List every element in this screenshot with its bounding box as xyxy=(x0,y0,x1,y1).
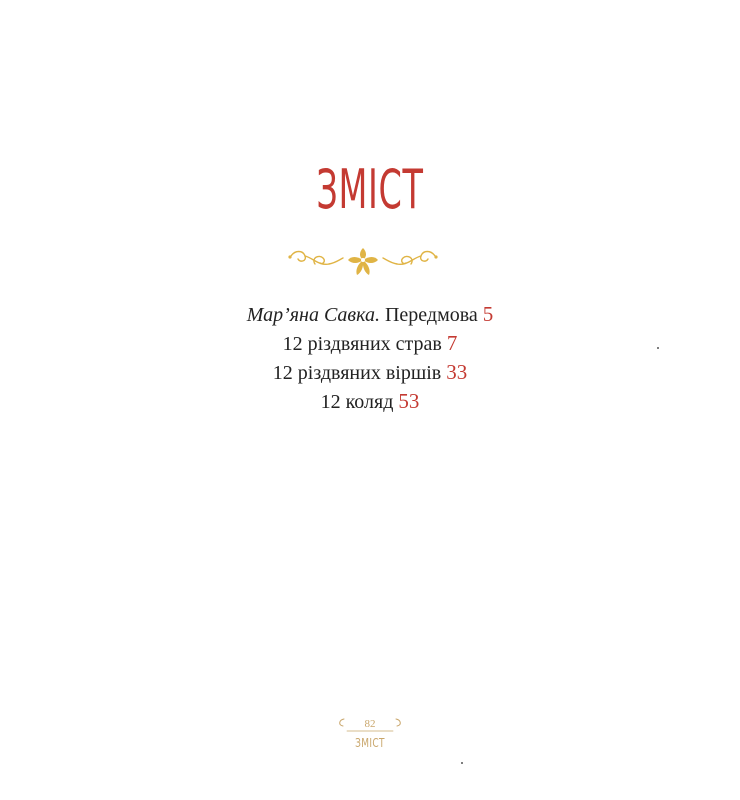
toc-label: Передмова xyxy=(384,304,478,326)
toc-entry[interactable] xyxy=(0,358,740,387)
toc-entry[interactable] xyxy=(0,300,740,329)
toc-page-number: 5 xyxy=(482,302,494,326)
toc-label: 12 різдвяних страв xyxy=(282,333,442,355)
toc-page-number: 53 xyxy=(398,389,420,413)
toc-author: Мар’яна Савка. xyxy=(246,304,380,326)
toc-page-number: 7 xyxy=(446,331,458,355)
paper-speck xyxy=(461,762,463,764)
toc-label: 12 коляд xyxy=(320,391,394,413)
toc-page-number: 33 xyxy=(446,360,468,384)
running-title: ЗМІСТ xyxy=(355,736,385,750)
toc-label: 12 різдвяних віршів xyxy=(272,362,442,384)
flower-swirl-ornament-icon xyxy=(285,244,441,280)
page-footer xyxy=(330,716,410,756)
page-number: 82 xyxy=(364,718,376,730)
toc-entry[interactable] xyxy=(0,387,740,416)
paper-speck xyxy=(657,347,659,349)
table-of-contents xyxy=(0,300,740,416)
page-title: ЗМІСТ xyxy=(316,158,424,221)
toc-entry[interactable] xyxy=(0,329,740,358)
